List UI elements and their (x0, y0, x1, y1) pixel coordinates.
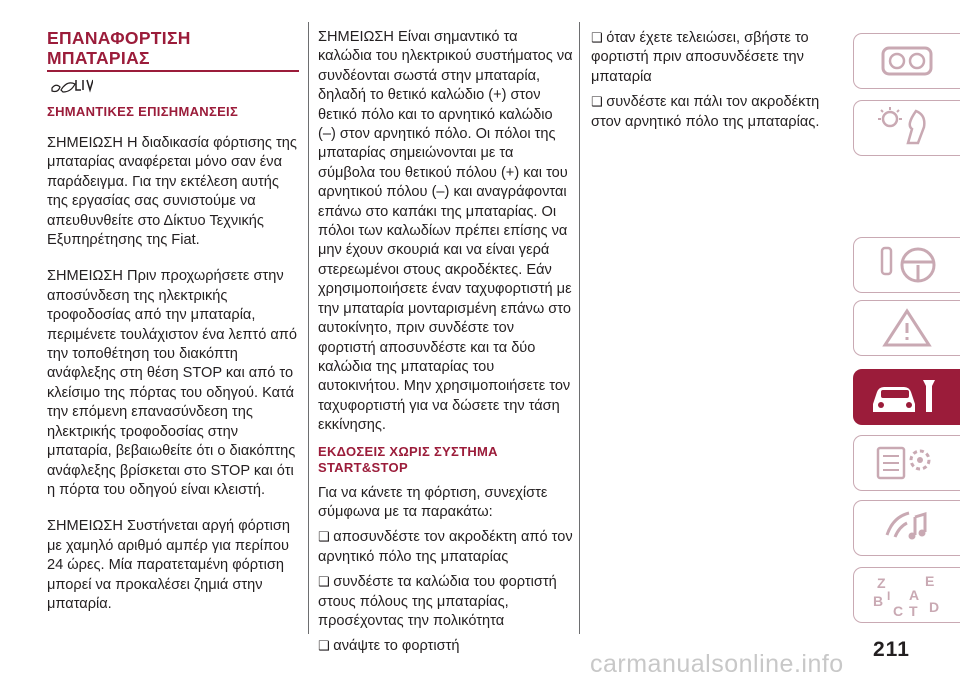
note-paragraph-cables: ΣΗΜΕΙΩΣΗ Είναι σημαντικό τα καλώδια του ηλεκτρικού συστήματος να συνδέονται σωστά στην μπαταρία, δηλαδή το θετικό καλώδιο (+) στον θετικό πόλο και το αρνητικό καλώδιο (–) στον αρνητικό πόλο. Οι πόλοι της μπαταρίας σημειώνονται με τα σύμβολα του θετικού πόλου (+) και του αρνητικού πόλου (–) και αναγράφονται επάνω στο καπάκι της μπαταρίας. Οι πόλοι των καλωδίων πρέπει επίσης να μην έχουν σκουριά και να είναι γερά στερεωμένοι στους ακροδέκτες. Εάν χρησιμοποιήσετε έναν ταχυφορτιστή με την μπαταρία μονταρισμένη επάνω στο αυτοκίνητο, πριν συνδέστε τον φορτιστή αποσυνδέστε και τα δύο καλώδια της μπαταρίας του αυτοκινήτου. Μην χρησιμοποιήσετε τον ταχυφορτιστή για να δώσετε την τάση εκκίνησης. (318, 29, 573, 434)
section-title-line1: ΕΠΑΝΑΦΟΡΤΙΣΗ (47, 28, 191, 48)
page-number: 211 (873, 638, 910, 661)
tab-emergency[interactable] (853, 300, 960, 356)
note-paragraph-3: ΣΗΜΕΙΩΣΗ Συστήνεται αργή φόρτιση με χαμηλό αριθμό αμπέρ για περίπου 24 ώρες. Μία παρατεταμένη φόρτιση μπορεί να προκαλέσει ζημιά στην μπαταρία. (47, 518, 291, 612)
specs-gears-icon (872, 440, 942, 486)
procedure-step: ❑ όταν έχετε τελειώσει, σβήστε το φορτιστή πριν αποσυνδέσετε την μπαταρία (591, 28, 831, 87)
section-title-line2: ΜΠΑΤΑΡΙΑΣ (47, 48, 150, 68)
note-paragraph-1: ΣΗΜΕΙΩΣΗ Η διαδικασία φόρτισης της μπαταρίας αναφέρεται μόνο σαν ένα παράδειγμα. Για την εκτέλεση αυτής της εργασίας σας συνιστούμε να απευθυνθείτε στο Δίκτυο Τεχνικής Εξυπηρέτησης της Fiat. (47, 135, 297, 249)
title-underline (47, 70, 299, 72)
index-letter: T (909, 603, 918, 619)
note-paragraph-2: ΣΗΜΕΙΩΣΗ Πριν προχωρήσετε στην αποσύνδεση της ηλεκτρικής τροφοδοσίας από την μπαταρία, περιμένετε τουλάχιστον ένα λεπτό από την τοποθέτηση του διακόπτη ανάφλεξης στη θέση STOP και από το κλείσιμο της πόρτας του οδηγού. Κατά την επόμενη επανασύνδεση της ηλεκτρικής τροφοδοσίας στην μπαταρία, βεβαιωθείτε ότι ο διακόπτης ανάφλεξης βρίσκεται στο STOP και ότι η πόρτα του οδηγού είναι κλειστή. (47, 268, 297, 498)
procedure-step: ❑ συνδέστε και πάλι τον ακροδέκτη στον αρνητικό πόλο της μπαταρίας. (591, 92, 831, 132)
index-letter: E (925, 573, 935, 589)
procedure-step: ❑ αποσυνδέστε τον ακροδέκτη από τον αρνητικό πόλο της μπαταρίας (318, 527, 573, 567)
index-letter: A (909, 587, 920, 603)
subsection-title-no-startstop-line2: START&STOP (318, 459, 408, 475)
index-letter: I (887, 589, 891, 603)
key-steering-wheel-icon (872, 242, 942, 288)
procedure-intro: Για να κάνετε τη φόρτιση, συνεχίστε σύμφωνα με τα παρακάτω: (318, 484, 548, 520)
index-letter: D (929, 599, 940, 615)
procedure-step: ❑ ανάψτε το φορτιστή (318, 636, 573, 656)
tab-index[interactable] (853, 567, 960, 623)
column-right (591, 28, 831, 137)
tab-multimedia[interactable] (853, 500, 960, 556)
watermark: carmanualsonline.info (590, 650, 844, 678)
car-wrench-icon (867, 374, 947, 420)
index-letter: C (893, 603, 904, 619)
dashboard-icon (877, 42, 937, 80)
subsection-title-important: ΣΗΜΑΝΤΙΚΕΣ ΕΠΙΣΗΜΑΝΣΕΙΣ (47, 104, 239, 119)
tab-technical-data[interactable] (853, 435, 960, 491)
column-divider-2 (579, 22, 580, 634)
tab-safety[interactable] (853, 100, 960, 156)
column-divider-1 (308, 22, 309, 634)
lights-seatbelt-airbag-icon (872, 105, 942, 151)
triangle-warning-icon (877, 305, 937, 351)
index-letter: Z (877, 575, 886, 591)
tab-dashboard[interactable] (853, 33, 960, 89)
subsection-title-no-startstop-line1: ΕΚΔΟΣΕΙΣ ΧΩΡΙΣ ΣΥΣΤΗΜΑ (318, 443, 498, 459)
column-left (47, 28, 299, 614)
tab-maintenance-active[interactable] (853, 369, 960, 425)
tab-starting-driving[interactable] (853, 237, 960, 293)
index-letters-icon (867, 570, 947, 620)
column-middle (318, 28, 573, 662)
procedure-step: ❑ συνδέστε τα καλώδια του φορτιστή στους πόλους της μπαταρίας, προσέχοντας την πολικότητα (318, 572, 573, 631)
multimedia-icon (877, 505, 937, 551)
environment-icon (49, 78, 299, 96)
index-letter: B (873, 593, 884, 609)
